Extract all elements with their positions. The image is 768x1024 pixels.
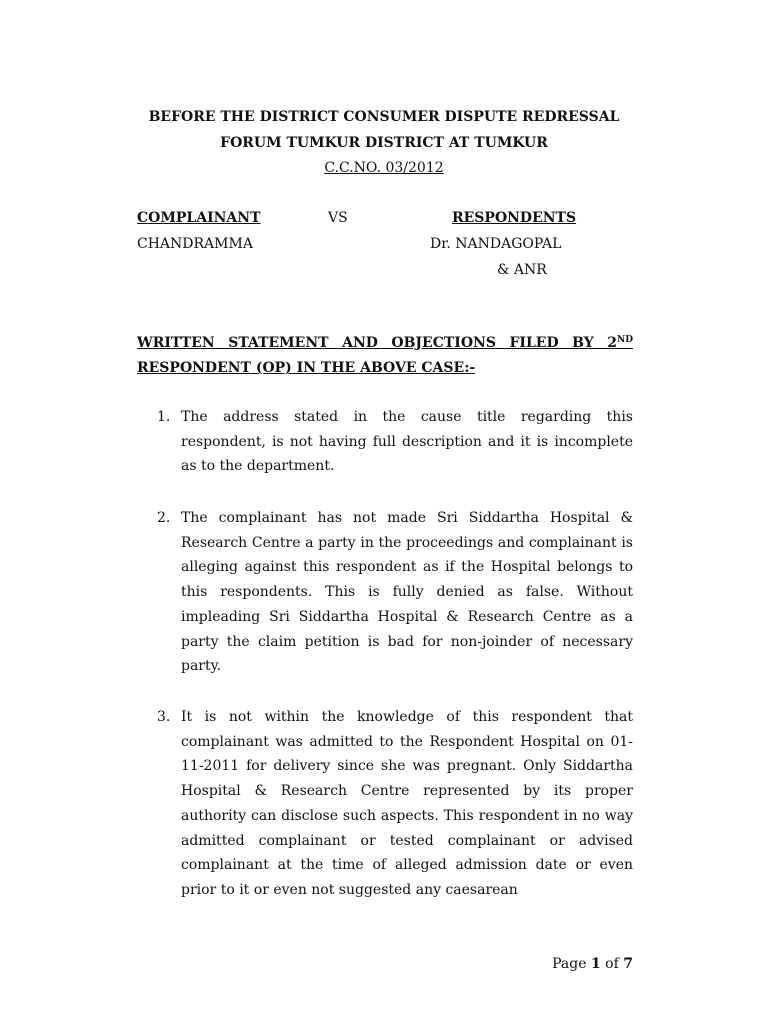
complainant-label: COMPLAINANT	[137, 210, 261, 226]
statement-heading-text: WRITTEN STATEMENT AND OBJECTIONS FILED BY 2	[137, 335, 617, 351]
item-number: 3.	[157, 709, 171, 725]
statement-heading-line-1	[137, 334, 633, 352]
respondent-other: & ANR	[497, 262, 547, 278]
item-text: The address stated in the cause title regarding this respondent, is not having full description and it is incomplete as to the department.	[181, 409, 633, 475]
of-word: of	[605, 956, 619, 972]
item-text: It is not within the knowledge of this respondent that complainant was admitted to the Respondent Hospital on 01-11-2011 for delivery since she was pregnant. Only Siddartha Hospital & Research Centre represented by its proper authority can disclose such aspects. This respondent in no way admitted complainant or tested complainant or advised complainant at the time of alleged admission date or even prior to it or even not suggested any caesarean	[181, 709, 633, 898]
forum-title-line-2: FORUM TUMKUR DISTRICT AT TUMKUR	[220, 135, 548, 151]
item-text: The complainant has not made Sri Siddartha Hospital & Research Centre a party in the proceedings and complainant is alleging against this respondent as if the Hospital belongs to this respondents. This is fully denied as false. Without impleading Sri Siddartha Hospital & Research Centre as a party the claim petition is bad for non-joinder of necessary party.	[181, 510, 633, 675]
item-number: 1.	[157, 409, 171, 425]
item-number: 2.	[157, 510, 171, 526]
total-page-count: 7	[623, 956, 633, 972]
page-number-footer	[552, 955, 633, 973]
versus-label: VS	[328, 210, 348, 226]
complainant-name: CHANDRAMMA	[137, 236, 253, 252]
statement-heading-line-2: RESPONDENT (OP) IN THE ABOVE CASE:-	[137, 360, 476, 376]
ordinal-superscript: ND	[616, 335, 633, 345]
respondent-name: Dr. NANDAGOPAL	[430, 236, 562, 252]
current-page-number: 1	[590, 956, 601, 972]
case-number: C.C.NO. 03/2012	[324, 160, 444, 176]
page-word: Page	[552, 956, 587, 972]
forum-title-line-1: BEFORE THE DISTRICT CONSUMER DISPUTE REDRESSAL	[148, 109, 620, 125]
respondents-label: RESPONDENTS	[452, 210, 577, 226]
